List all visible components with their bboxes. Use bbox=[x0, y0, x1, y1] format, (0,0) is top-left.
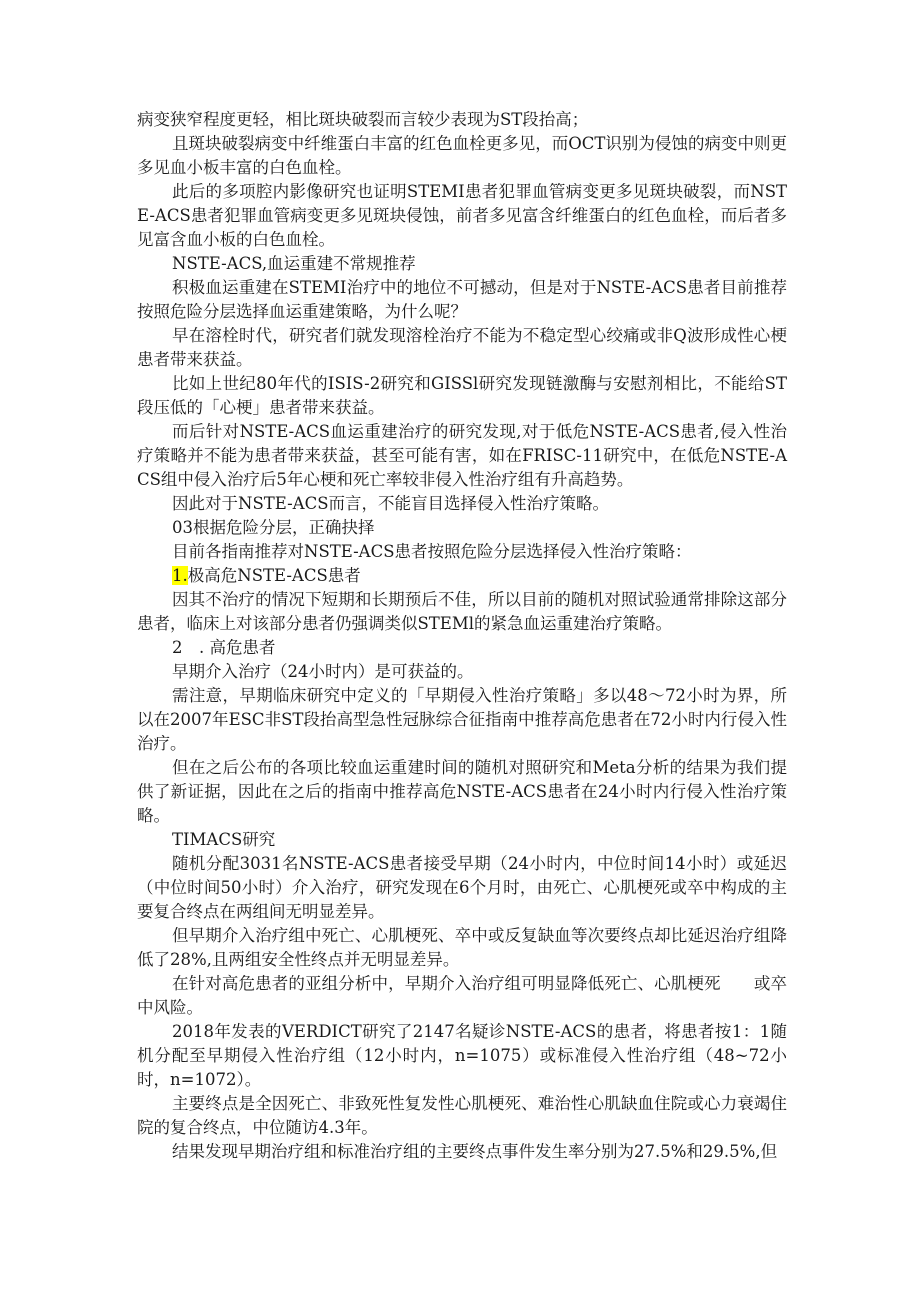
paragraph-21: 在针对高危患者的亚组分析中，早期介入治疗组可明显降低死亡、心肌梗死 或卒中风险。 bbox=[137, 974, 787, 1017]
paragraph-9: 因此对于NSTE-ACS而言，不能盲目选择侵入性治疗策略。 bbox=[172, 494, 610, 513]
paragraph-16: 需注意，早期临床研究中定义的「早期侵入性治疗策略」多以48～72小时为界，所以在2007年ESC非ST段抬高型急性冠脉综合征指南中推荐高危患者在72小时内行侵入性治疗。 bbox=[137, 686, 787, 753]
paragraph-13: 因其不治疗的情况下短期和长期预后不佳，所以目前的随机对照试验通常排除这部分患者，临床上对该部分患者仍强调类似STEMl的紧急血运重建治疗策略。 bbox=[137, 590, 787, 633]
paragraph-22: 2018年发表的VERDICT研究了2147名疑诊NSTE-ACS的患者，将患者按1：1随机分配至早期侵入性治疗组（12小时内，n=1075）或标准侵入性治疗组（48~72小时，n=1072）。 bbox=[137, 1022, 787, 1089]
section-heading-risk-stratification: 03根据危险分层，正确抉择 bbox=[172, 518, 375, 537]
list-heading-very-high-risk bbox=[137, 564, 787, 588]
paragraph-15: 早期介入治疗（24小时内）是可获益的。 bbox=[172, 662, 474, 681]
paragraph-2: 且斑块破裂病变中纤维蛋白丰富的红色血栓更多见，而OCT识别为侵蚀的病变中则更多见血小板丰富的白色血栓。 bbox=[137, 134, 787, 177]
paragraph-11: 目前各指南推荐对NSTE-ACS患者按照危险分层选择侵入性治疗策略： bbox=[172, 542, 692, 561]
section-heading-timacs: TIMACS研究 bbox=[172, 830, 276, 849]
paragraph-6: 早在溶栓时代，研究者们就发现溶栓治疗不能为不稳定型心绞痛或非Q波形成性心梗患者带来获益。 bbox=[137, 326, 787, 369]
highlight-marker: 1. bbox=[172, 566, 188, 585]
paragraph-8: 而后针对NSTE-ACS血运重建治疗的研究发现,对于低危NSTE-ACS患者,侵入性治疗策略并不能为患者带来获益，甚至可能有害，如在FRISC-11研究中，在低危NSTE-ACS组中侵入治疗后5年心梗和死亡率较非侵入性治疗组有升高趋势。 bbox=[137, 422, 787, 489]
paragraph-20: 但早期介入治疗组中死亡、心肌梗死、卒中或反复缺血等次要终点却比延迟治疗组降低了28%,且两组安全性终点并无明显差异。 bbox=[137, 926, 787, 969]
paragraph-5: 积极血运重建在STEMI治疗中的地位不可撼动，但是对于NSTE-ACS患者目前推荐按照危险分层选择血运重建策略，为什么呢？ bbox=[137, 278, 787, 321]
paragraph-3: 此后的多项腔内影像研究也证明STEMI患者犯罪血管病变更多见斑块破裂，而NSTE-ACS患者犯罪血管病变更多见斑块侵蚀，前者多见富含纤维蛋白的红色血栓，而后者多见富含血小板的白色血栓。 bbox=[137, 182, 787, 249]
list-heading-label: 极高危NSTE-ACS患者 bbox=[187, 566, 361, 585]
paragraph-24: 结果发现早期治疗组和标准治疗组的主要终点事件发生率分别为27.5%和29.5%,但 bbox=[172, 1142, 778, 1161]
paragraph-7: 比如上世纪80年代的ISIS-2研究和GISSl研究发现链激酶与安慰剂相比，不能给ST段压低的「心梗」患者带来获益。 bbox=[137, 374, 787, 417]
document-page bbox=[137, 108, 787, 1164]
section-heading-revascularization: NSTE-ACS,血运重建不常规推荐 bbox=[172, 254, 416, 273]
paragraph-17: 但在之后公布的各项比较血运重建时间的随机对照研究和Meta分析的结果为我们提供了新证据，因此在之后的指南中推荐高危NSTE-ACS患者在24小时内行侵入性治疗策略。 bbox=[137, 758, 787, 825]
paragraph-23: 主要终点是全因死亡、非致死性复发性心肌梗死、难治性心肌缺血住院或心力衰竭住院的复合终点，中位随访4.3年。 bbox=[137, 1094, 787, 1137]
paragraph-19: 随机分配3031名NSTE-ACS患者接受早期（24小时内，中位时间14小时）或延迟（中位时间50小时）介入治疗，研究发现在6个月时，由死亡、心肌梗死或卒中构成的主要复合终点在两组间无明显差异。 bbox=[137, 854, 787, 921]
list-heading-high-risk: 2 . 高危患者 bbox=[172, 638, 276, 657]
paragraph-1: 病变狭窄程度更轻，相比斑块破裂而言较少表现为ST段抬高； bbox=[137, 110, 589, 129]
